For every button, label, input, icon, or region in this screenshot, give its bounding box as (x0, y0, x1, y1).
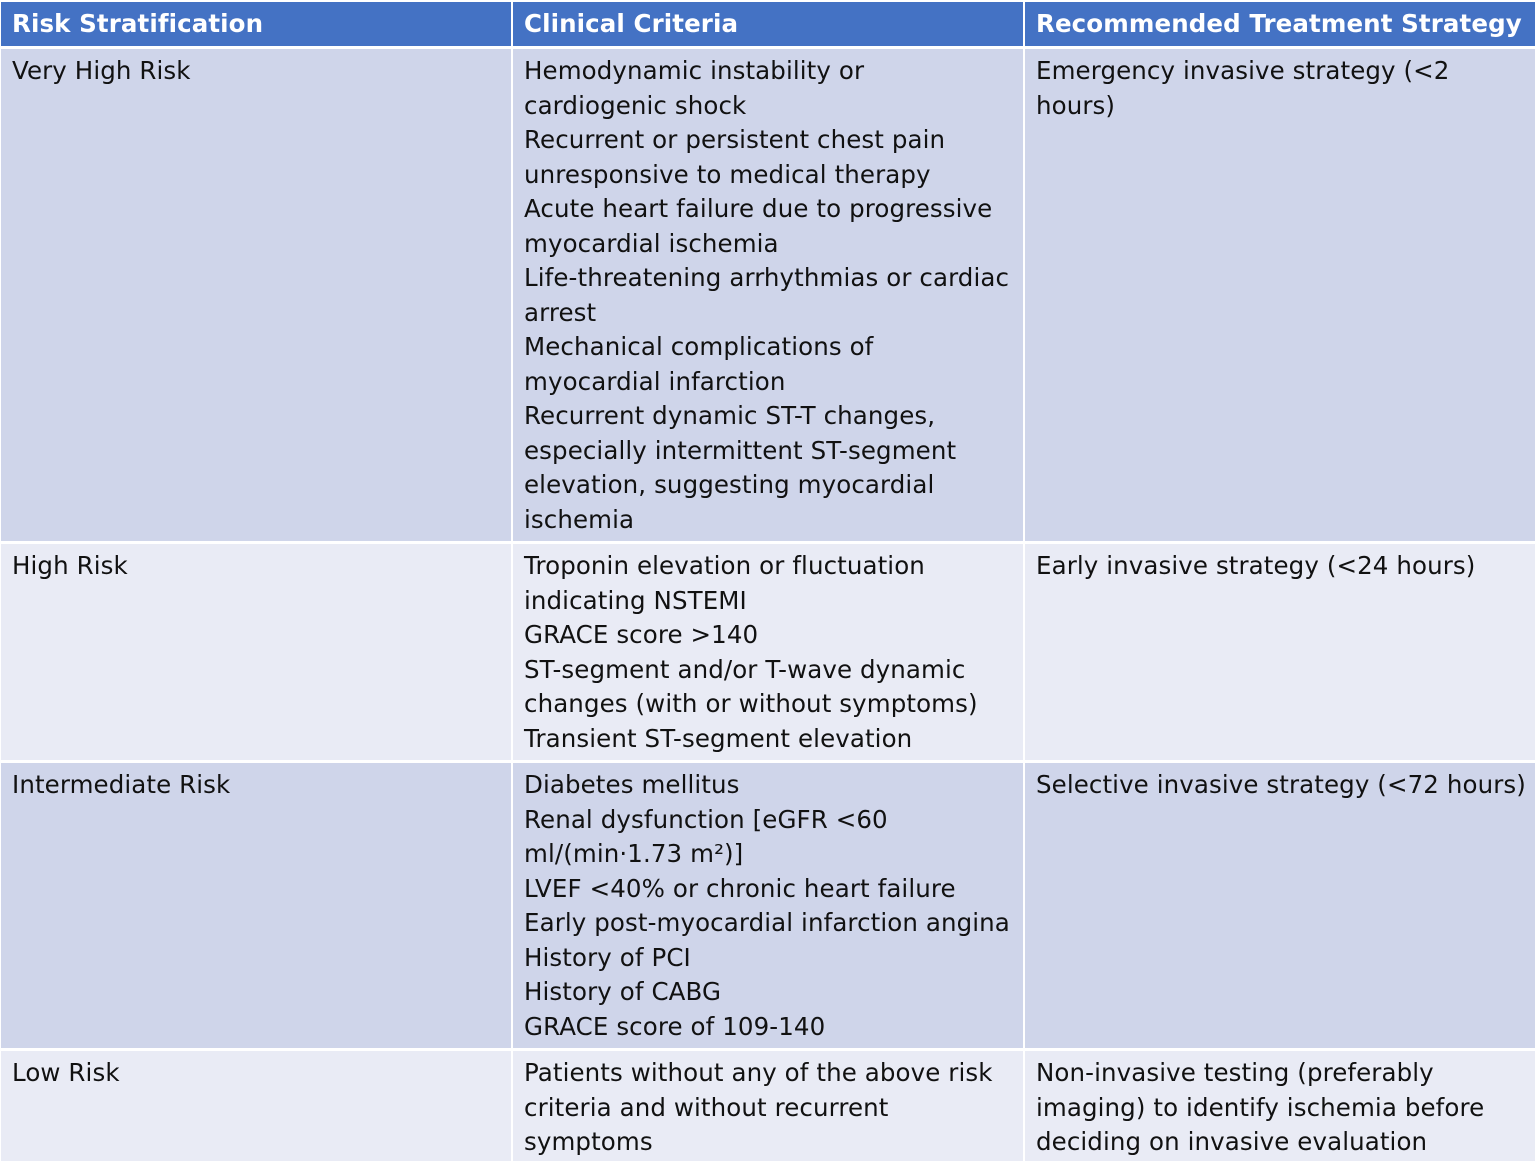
criteria-item: History of PCI (524, 942, 691, 972)
header-recommended-strategy: Recommended Treatment Strategy (1025, 2, 1535, 46)
criteria-item: Troponin elevation or fluctuation indicating NSTEMI (524, 551, 925, 615)
risk-cell-high: High Risk (1, 544, 511, 760)
criteria-item: Diabetes mellitus (524, 770, 740, 799)
criteria-item: Early post-myocardial infarction angina (524, 908, 1010, 937)
strategy-cell-low: Non-invasive testing (preferably imaging) to identify ischemia before deciding on invasive evaluation (1025, 1051, 1535, 1161)
criteria-cell-intermediate (513, 763, 1023, 1048)
criteria-item: GRACE score of 109-140 (524, 1011, 826, 1041)
criteria-item: History of CABG (524, 977, 722, 1006)
criteria-item: Renal dysfunction [eGFR <60 ml/(min·1.73 m²)] (524, 804, 888, 868)
criteria-item: Transient ST-segment elevation (524, 723, 913, 753)
risk-cell-low: Low Risk (1, 1051, 511, 1161)
criteria-item: Patients without any of the above risk criteria and without recurrent symptoms (524, 1058, 993, 1156)
criteria-item: LVEF <40% or chronic heart failure (524, 873, 956, 903)
criteria-item: ST-segment and/or T-wave dynamic changes (with or without symptoms) (524, 654, 978, 718)
criteria-item: GRACE score >140 (524, 620, 759, 649)
risk-cell-very-high: Very High Risk (1, 49, 511, 541)
header-clinical-criteria: Clinical Criteria (513, 2, 1023, 46)
criteria-item: Acute heart failure due to progressive myocardial ischemia (524, 194, 993, 258)
criteria-cell-low (513, 1051, 1023, 1161)
strategy-cell-very-high: Emergency invasive strategy (<2 hours) (1025, 49, 1535, 541)
header-risk-stratification: Risk Stratification (1, 2, 511, 46)
criteria-cell-high (513, 544, 1023, 760)
criteria-item: Recurrent or persistent chest pain unresponsive to medical therapy (524, 125, 946, 189)
criteria-item: Recurrent dynamic ST-T changes, especially intermittent ST-segment elevation, suggesting myocardial ischemia (524, 401, 957, 534)
strategy-cell-high: Early invasive strategy (<24 hours) (1025, 544, 1535, 760)
risk-cell-intermediate: Intermediate Risk (1, 763, 511, 1048)
criteria-cell-very-high (513, 49, 1023, 541)
criteria-item: Mechanical complications of myocardial infarction (524, 332, 874, 396)
criteria-item: Hemodynamic instability or cardiogenic shock (524, 56, 865, 120)
strategy-cell-intermediate: Selective invasive strategy (<72 hours) (1025, 763, 1535, 1048)
criteria-item: Life-threatening arrhythmias or cardiac arrest (524, 263, 1010, 327)
